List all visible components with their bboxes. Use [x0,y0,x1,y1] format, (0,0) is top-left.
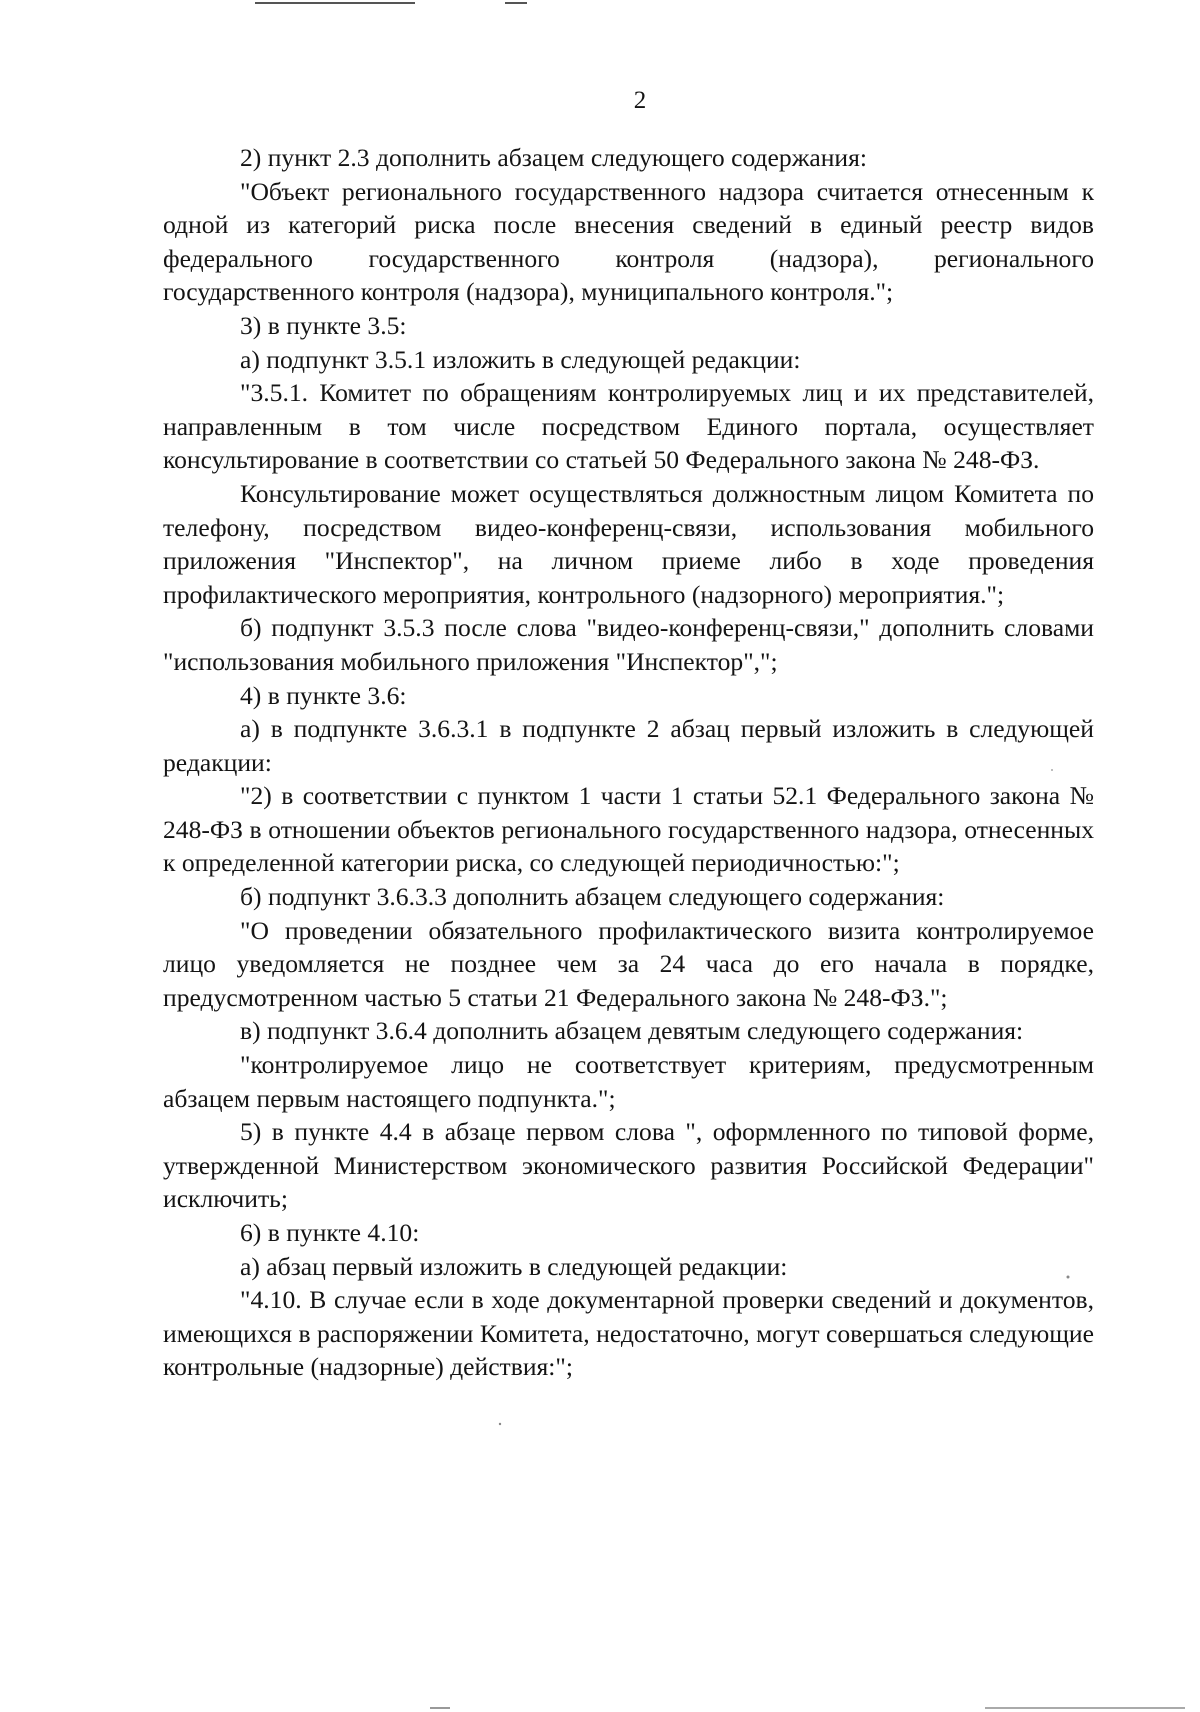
paragraph: б) подпункт 3.6.3.3 дополнить абзацем следующего содержания: [240,882,945,912]
paragraph: 6) в пункте 4.10: [240,1218,420,1247]
paragraph: 5) в пункте 4.4 в абзаце первом слова ", оформленного по типовой форме, утвержденной Министерством экономического развития Российской Федерации" исключить; [163,1117,1094,1214]
paragraph: "контролируемое лицо не соответствует критериям, предусмотренным абзацем первым настоящего подпункта."; [163,1050,1094,1113]
paragraph: б) подпункт 3.5.3 после слова "видео-конференц-связи," дополнить словами "использования мобильного приложения "Инспектор","; [163,613,1094,676]
paragraph: а) абзац первый изложить в следующей редакции: [240,1251,788,1281]
paragraph: "Объект регионального государственного надзора считается отнесенным к одной из категорий риска после внесения сведений в единый реестр видов федерального государственного контроля (надзора), регионального государственного контроля (надзора), муниципального контроля."; [163,176,1094,307]
scan-speck [1067,1276,1070,1279]
paragraph: в) подпункт 3.6.4 дополнить абзацем девятым следующего содержания: [240,1016,1024,1046]
paragraph: 4) в пункте 3.6: [240,680,407,710]
paragraph: "4.10. В случае если в ходе документарной проверки сведений и документов, имеющихся в распоряжении Комитета, недостаточно, могут совершаться следующие контрольные (надзорные) действия:"; [163,1285,1094,1382]
paragraph: "О проведении обязательного профилактического визита контролируемое лицо уведомляется не позднее чем за 24 часа до его начала в порядке, предусмотренном частью 5 статьи 21 Федерального закона № 248-ФЗ."; [163,915,1094,1012]
scan-artifact-bottom [985,1707,1185,1709]
paragraph: а) подпункт 3.5.1 изложить в следующей редакции: [240,344,801,374]
paragraph: а) в подпункте 3.6.3.1 в подпункте 2 абзац первый изложить в следующей редакции: [163,714,1094,777]
paragraph: "2) в соответствии с пунктом 1 части 1 статьи 52.1 Федерального закона № 248-ФЗ в отношении объектов регионального государственного надзора, отнесенных к определенной категории риска, со следующей периодичностью:"; [163,781,1094,878]
scan-speck [499,1423,501,1425]
scan-artifact-bottom [430,1707,450,1709]
paragraph: Консультирование может осуществляться должностным лицом Комитета по телефону, посредством видео-конференц-связи, использования мобильного приложения "Инспектор", на личном приеме либо в ходе проведения профилактического мероприятия, контрольного (надзорного) мероприятия."; [163,478,1094,609]
paragraph: 2) пункт 2.3 дополнить абзацем следующего содержания: [240,143,868,172]
paragraph: 3) в пункте 3.5: [240,310,407,340]
page-number: 2 [633,87,647,114]
scan-speck [1051,769,1053,771]
paragraph: "3.5.1. Комитет по обращениям контролируемых лиц и их представителей, направленным в том числе посредством Единого портала, осуществляет консультирование в соответствии со статьей 50 Федерального закона № 248-ФЗ. [163,378,1094,475]
